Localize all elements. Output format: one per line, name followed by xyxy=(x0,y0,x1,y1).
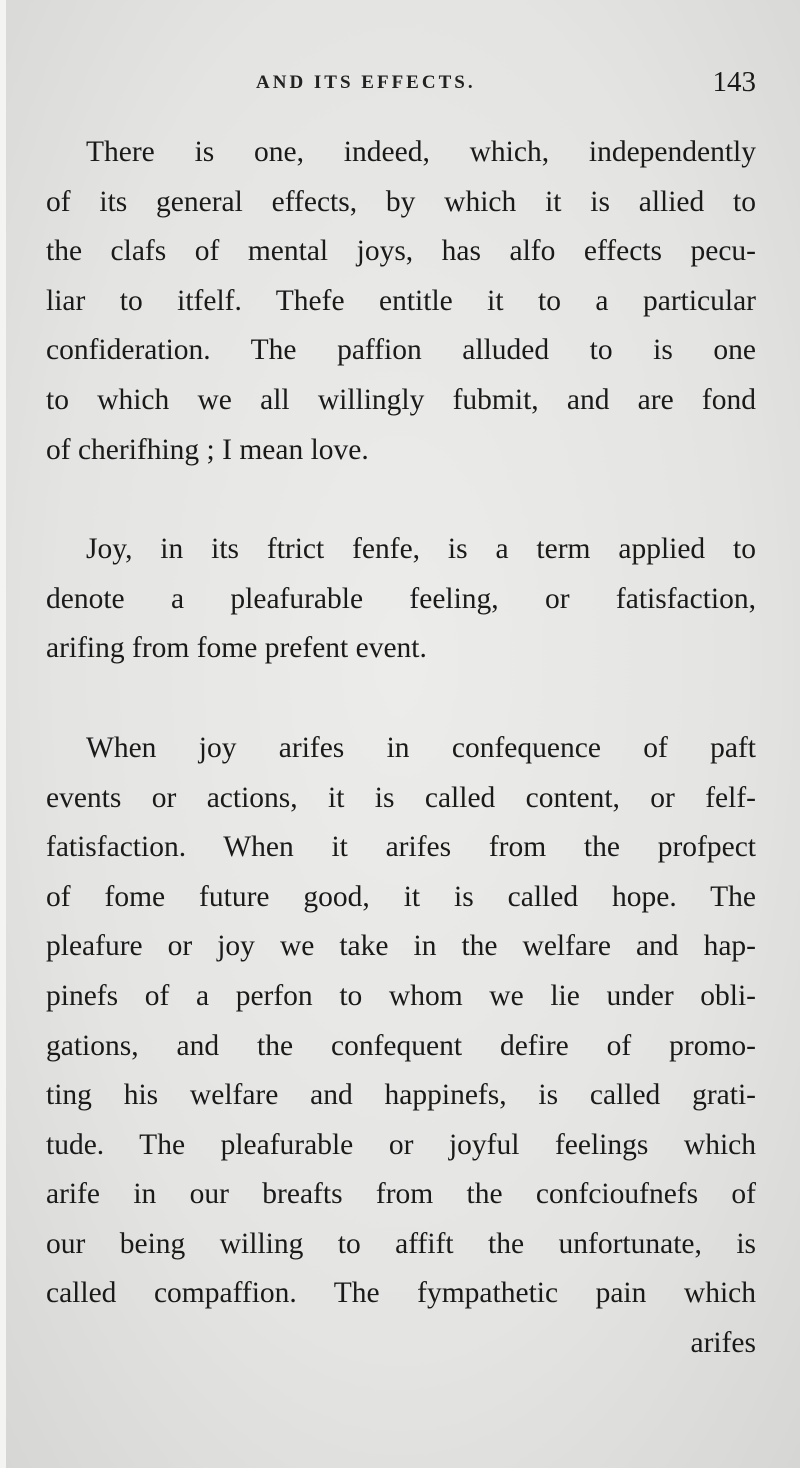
text-line: events or actions, it is called content, or felf- xyxy=(46,781,756,814)
text-line: confideration. The paffion alluded to is one xyxy=(46,334,756,367)
text-line: arifing from fome prefent event. xyxy=(46,632,427,665)
text-line: pleafure or joy we take in the welfare and hap- xyxy=(46,930,756,963)
text-line: our being willing to affift the unfortunate, is xyxy=(46,1227,756,1260)
paragraph-gap xyxy=(46,674,756,724)
paragraph-1 xyxy=(46,128,756,475)
text-line: liar to itfelf. Thefe entitle it to a particular xyxy=(46,284,756,317)
text-line: of its general effects, by which it is allied to xyxy=(46,185,756,218)
text-line: of cherifhing ; I mean love. xyxy=(46,433,369,466)
page-header xyxy=(0,68,800,108)
page-edge xyxy=(0,0,6,1468)
paragraph-gap xyxy=(46,475,756,525)
catchword: arifes xyxy=(690,1327,756,1360)
text-line: of fome future good, it is called hope. The xyxy=(46,880,756,913)
text-line: tude. The pleafurable or joyful feelings which xyxy=(46,1128,756,1161)
running-head: AND ITS EFFECTS. xyxy=(256,72,476,93)
body-text xyxy=(46,128,756,1369)
page-number: 143 xyxy=(712,66,756,98)
text-line: denote a pleafurable feeling, or fatisfaction, xyxy=(46,582,756,615)
text-line: the clafs of mental joys, has alfo effects pecu- xyxy=(46,235,756,268)
paragraph-3 xyxy=(46,724,756,1369)
text-line: to which we all willingly fubmit, and are fond xyxy=(46,383,756,416)
text-line: ting his welfare and happinefs, is called grati- xyxy=(46,1079,756,1112)
text-line: fatisfaction. When it arifes from the profpect xyxy=(46,831,756,864)
text-line: gations, and the confequent defire of promo- xyxy=(46,1029,756,1062)
paragraph-2 xyxy=(46,525,756,674)
text-line: arife in our breafts from the confcioufnefs of xyxy=(46,1178,756,1211)
text-line: There is one, indeed, which, independently xyxy=(86,136,756,168)
text-line: Joy, in its ftrict fenfe, is a term applied to xyxy=(86,533,756,566)
text-line: When joy arifes in confequence of paft xyxy=(86,731,756,764)
text-line: called compaffion. The fympathetic pain which xyxy=(46,1277,756,1310)
text-line: pinefs of a perfon to whom we lie under obli- xyxy=(46,979,756,1012)
